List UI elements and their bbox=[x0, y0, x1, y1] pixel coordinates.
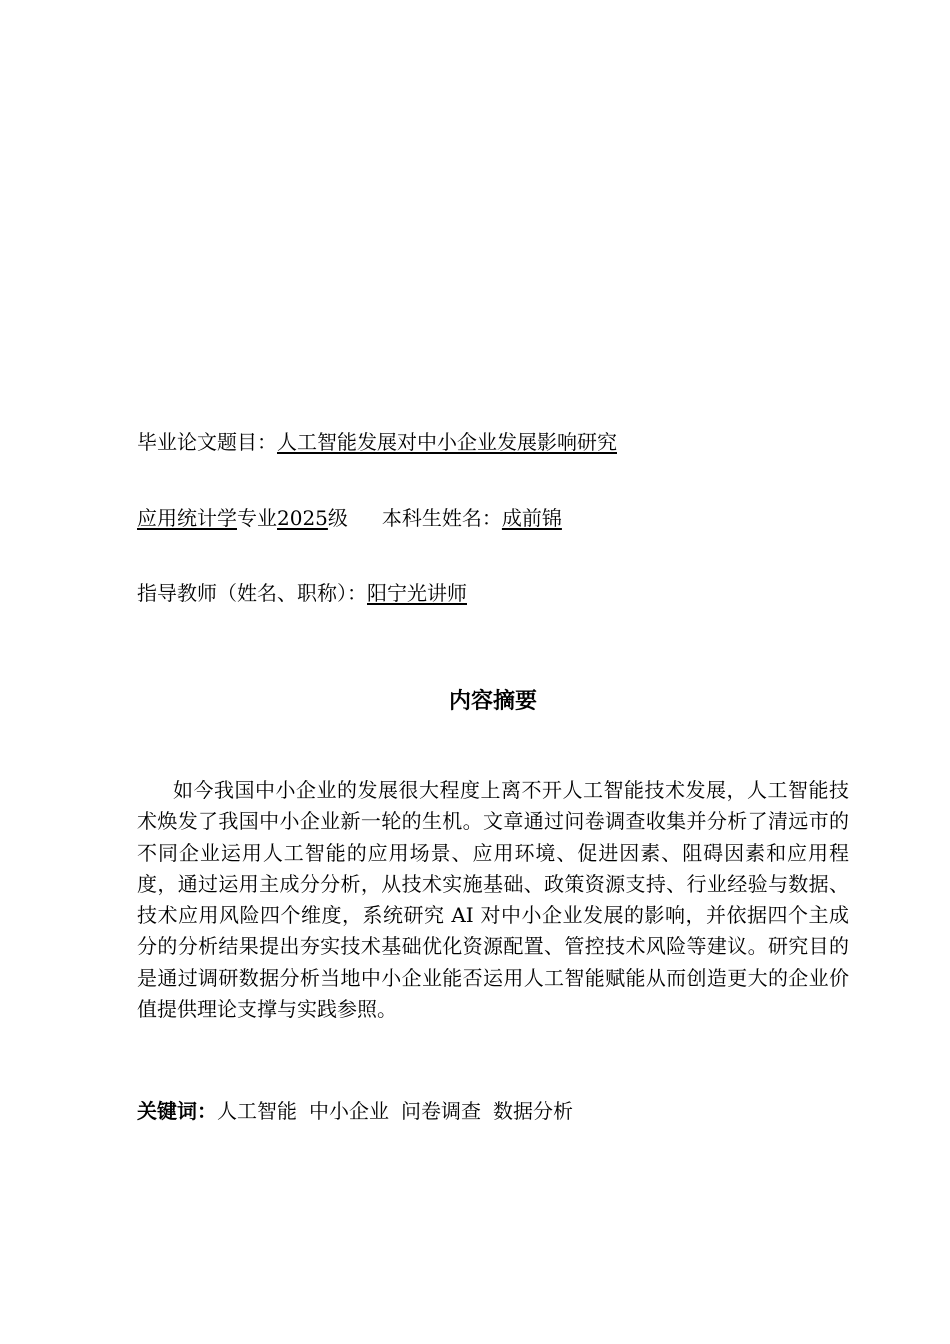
year-value: 2025 bbox=[277, 506, 328, 530]
major-suffix: 专业 bbox=[237, 506, 277, 530]
advisor-line bbox=[137, 579, 467, 607]
keywords-line bbox=[137, 1097, 585, 1125]
abstract-heading: 内容摘要 bbox=[448, 689, 537, 714]
keyword-item: 问卷调查 bbox=[401, 1099, 481, 1123]
major-value: 应用统计学 bbox=[137, 506, 237, 530]
student-name: 成前锦 bbox=[501, 506, 562, 530]
thesis-title-value: 人工智能发展对中小企业发展影响研究 bbox=[277, 430, 617, 454]
keyword-item: 数据分析 bbox=[493, 1099, 573, 1123]
keyword-item: 中小企业 bbox=[309, 1099, 389, 1123]
thesis-title-line bbox=[137, 428, 617, 456]
abstract-body: 如今我国中小企业的发展很大程度上离不开人工智能技术发展，人工智能技术焕发了我国中小企业新一轮的生机。文章通过问卷调查收集并分析了清远市的不同企业运用人工智能的应用场景、应用环境、促进因素、阻碍因素和应用程度，通过运用主成分分析，从技术实施基础、政策资源支持、行业经验与数据、技术应用风险四个维度，系统研究 AI 对中小企业发展的影响，并依据四个主成分的分析结果提出夯实技术基础优化资源配置、管控技术风险等建议。研究目的是通过调研数据分析当地中小企业能否运用人工智能赋能从而创造更大的企业价值提供理论支撑与实践参照。 bbox=[137, 778, 849, 1022]
year-suffix: 级 bbox=[327, 506, 348, 530]
student-label: 本科生姓名： bbox=[381, 506, 502, 530]
thesis-title-label: 毕业论文题目： bbox=[137, 430, 277, 454]
keyword-item: 人工智能 bbox=[217, 1099, 297, 1123]
advisor-label: 指导教师（姓名、职称）： bbox=[137, 581, 367, 605]
keywords-label: 关键词： bbox=[137, 1099, 217, 1123]
advisor-name: 阳宁光讲师 bbox=[367, 581, 467, 605]
major-student-line bbox=[137, 504, 562, 532]
